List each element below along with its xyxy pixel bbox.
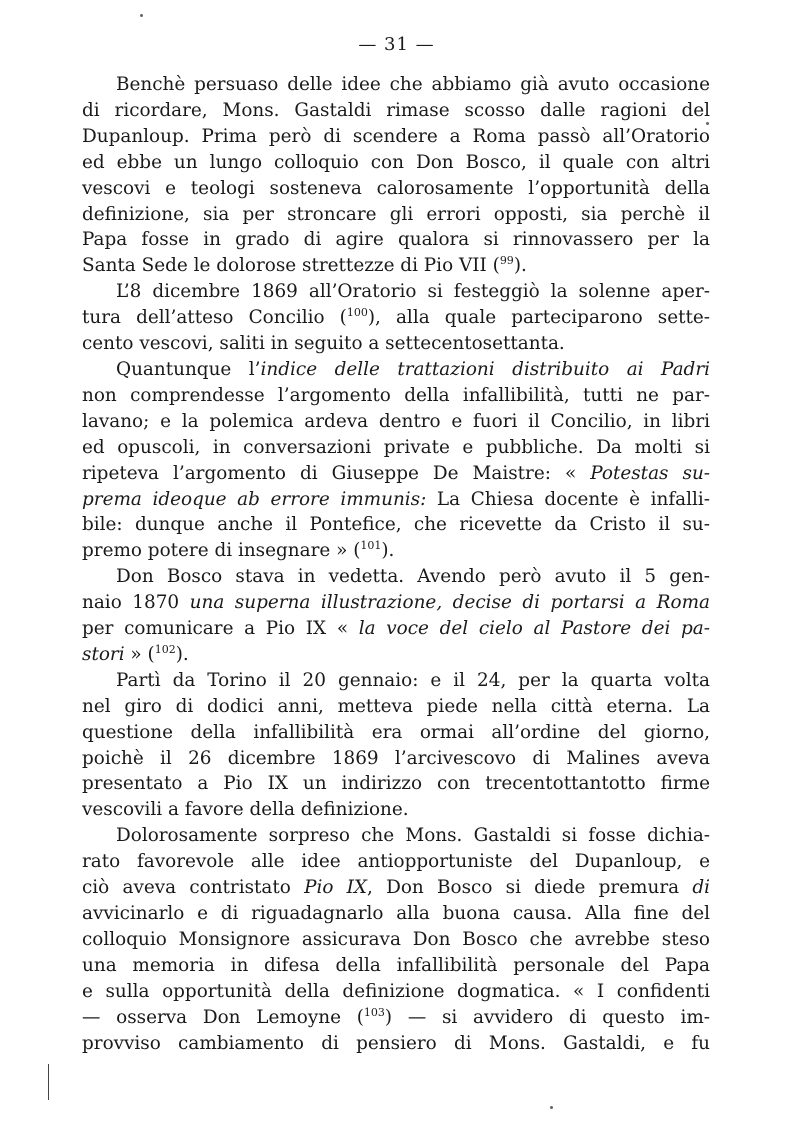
text-line <box>82 590 710 616</box>
text-line <box>82 616 710 642</box>
paragraph-4 <box>82 564 710 668</box>
paragraph-3 <box>82 357 710 564</box>
text-run: ). <box>513 255 527 277</box>
footnote-ref: 99 <box>499 254 514 268</box>
text-line: cento vescovi, saliti in seguito a settecentosettanta. <box>82 333 565 355</box>
text-line: colloquio Monsignore assicurava Don Bosco che avrebbe steso <box>82 928 710 950</box>
text-line <box>82 538 710 564</box>
page-number: — 31 — <box>358 34 435 55</box>
scan-speck <box>706 122 709 125</box>
text-run: ) — si avvidero di questo im- <box>384 1006 710 1028</box>
text-line: di ricordare, Mons. Gastaldi rimase scosso dalle ragioni del <box>82 99 710 121</box>
text-run: ). <box>175 643 189 665</box>
italic-run: stori <box>82 643 125 665</box>
text-line: Dupanloup. Prima però di scendere a Roma passò all’Oratorio <box>82 125 710 147</box>
margin-mark <box>48 1064 49 1100</box>
footnote-ref: 102 <box>154 642 176 656</box>
italic-run: di <box>692 877 710 899</box>
text-line <box>82 357 710 383</box>
text-line: ed ebbe un lungo colloquio con Don Bosco, il quale con altri <box>82 151 710 173</box>
text-line: e sulla opportunità della definizione dogmatica. « I confidenti <box>82 980 710 1002</box>
text-line: ed opuscoli, in conversazioni private e pubbliche. Da molti si <box>82 436 710 458</box>
text-line: rato favorevole alle idee antiopportuniste del Dupanloup, e <box>82 851 710 873</box>
text-run: ripeteva l’argomento di Giuseppe De Maistre: « <box>82 462 591 484</box>
footnote-ref: 101 <box>360 539 382 553</box>
italic-run: indice delle trattazioni distribuito ai Padri <box>260 358 710 380</box>
text-line: Benchè persuaso delle idee che abbiamo già avuto occasione <box>116 74 710 95</box>
text-line <box>82 1005 710 1031</box>
text-run: — osserva Don Lemoyne ( <box>82 1006 364 1028</box>
text-line: lavano; e la polemica ardeva dentro e fuori il Concilio, in libri <box>82 410 710 432</box>
italic-run: prema ideoque ab errore immunis: <box>82 488 427 510</box>
text-line: una memoria in difesa della infallibilità personale del Papa <box>82 954 710 976</box>
text-line: Don Bosco stava in vedetta. Avendo però avuto il 5 gen- <box>116 566 710 588</box>
text-line: Partì da Torino il 20 gennaio: e il 24, per la quarta volta <box>116 669 710 691</box>
text-line: non comprendesse l’argomento della infallibilità, tutti ne par- <box>82 384 710 406</box>
text-line: bile: dunque anche il Pontefice, che ricevette da Cristo il su- <box>82 514 710 536</box>
text-line <box>82 305 710 331</box>
text-line: questione della infallibilità era ormai all’ordine del giorno, <box>82 721 710 743</box>
text-line: vescovili a favore della definizione. <box>82 799 409 821</box>
footnote-ref: 103 <box>363 1005 385 1019</box>
text-line: Papa fosse in grado di agire qualora si rinnovassero per la <box>82 229 710 251</box>
text-run: ), alla quale parteciparono sette- <box>367 307 710 329</box>
italic-run: Potestas su- <box>590 462 711 484</box>
text-line: poichè il 26 dicembre 1869 l’arcivescovo di Malines aveva <box>82 747 710 769</box>
text-run: ). <box>381 540 395 562</box>
text-run: Santa Sede le dolorose strettezze di Pio VII ( <box>82 255 500 277</box>
text-line: nel giro di dodici anni, metteva piede nella città eterna. La <box>82 695 710 717</box>
text-run: naio 1870 <box>82 592 190 614</box>
text-line: vescovi e teologi sosteneva calorosamente l’opportunità della <box>82 177 710 199</box>
text-line: Dolorosamente sorpreso che Mons. Gastaldi si fosse dichia- <box>116 825 710 847</box>
text-line: avvicinarlo e di riguadagnarlo alla buona causa. Alla fine del <box>82 903 710 924</box>
text-line <box>82 487 710 513</box>
paragraph-1 <box>82 72 710 279</box>
text-run: ciò aveva contristato <box>82 877 305 899</box>
italic-run: la voce del cielo al Pastore dei pa- <box>358 618 710 640</box>
italic-run: Pio IX <box>304 877 368 899</box>
text-line <box>82 875 710 901</box>
text-line <box>82 642 710 668</box>
paragraph-5 <box>82 668 710 823</box>
footnote-ref: 100 <box>346 306 368 320</box>
text-line <box>82 253 710 279</box>
text-run: per comunicare a Pio IX « <box>82 618 359 640</box>
text-line: provviso cambiamento di pensiero di Mons. Gastaldi, e fu <box>82 1032 710 1054</box>
paragraph-2 <box>82 279 710 357</box>
text-line <box>82 461 710 487</box>
text-run: La Chiesa docente è infalli- <box>426 488 710 510</box>
text-run: » ( <box>124 643 155 665</box>
text-run: Quantunque l’ <box>116 358 261 380</box>
text-run: , Don Bosco si diede premura <box>367 877 693 899</box>
italic-run: una superna illustrazione, decise di portarsi a Roma <box>189 592 710 614</box>
paragraph-6 <box>82 823 710 1056</box>
text-run: premo potere di insegnare » ( <box>82 540 361 562</box>
body-text <box>82 72 710 1056</box>
text-line: definizione, sia per stroncare gli errori opposti, sia perchè il <box>82 203 710 225</box>
text-run: tura dell’atteso Concilio ( <box>82 307 347 329</box>
text-line: L’8 dicembre 1869 all’Oratorio si festeggiò la solenne aper- <box>116 281 710 303</box>
scan-speck <box>550 1106 553 1109</box>
scan-speck <box>140 14 143 17</box>
text-line: presentato a Pio IX un indirizzo con trecentottantotto firme <box>82 773 710 795</box>
